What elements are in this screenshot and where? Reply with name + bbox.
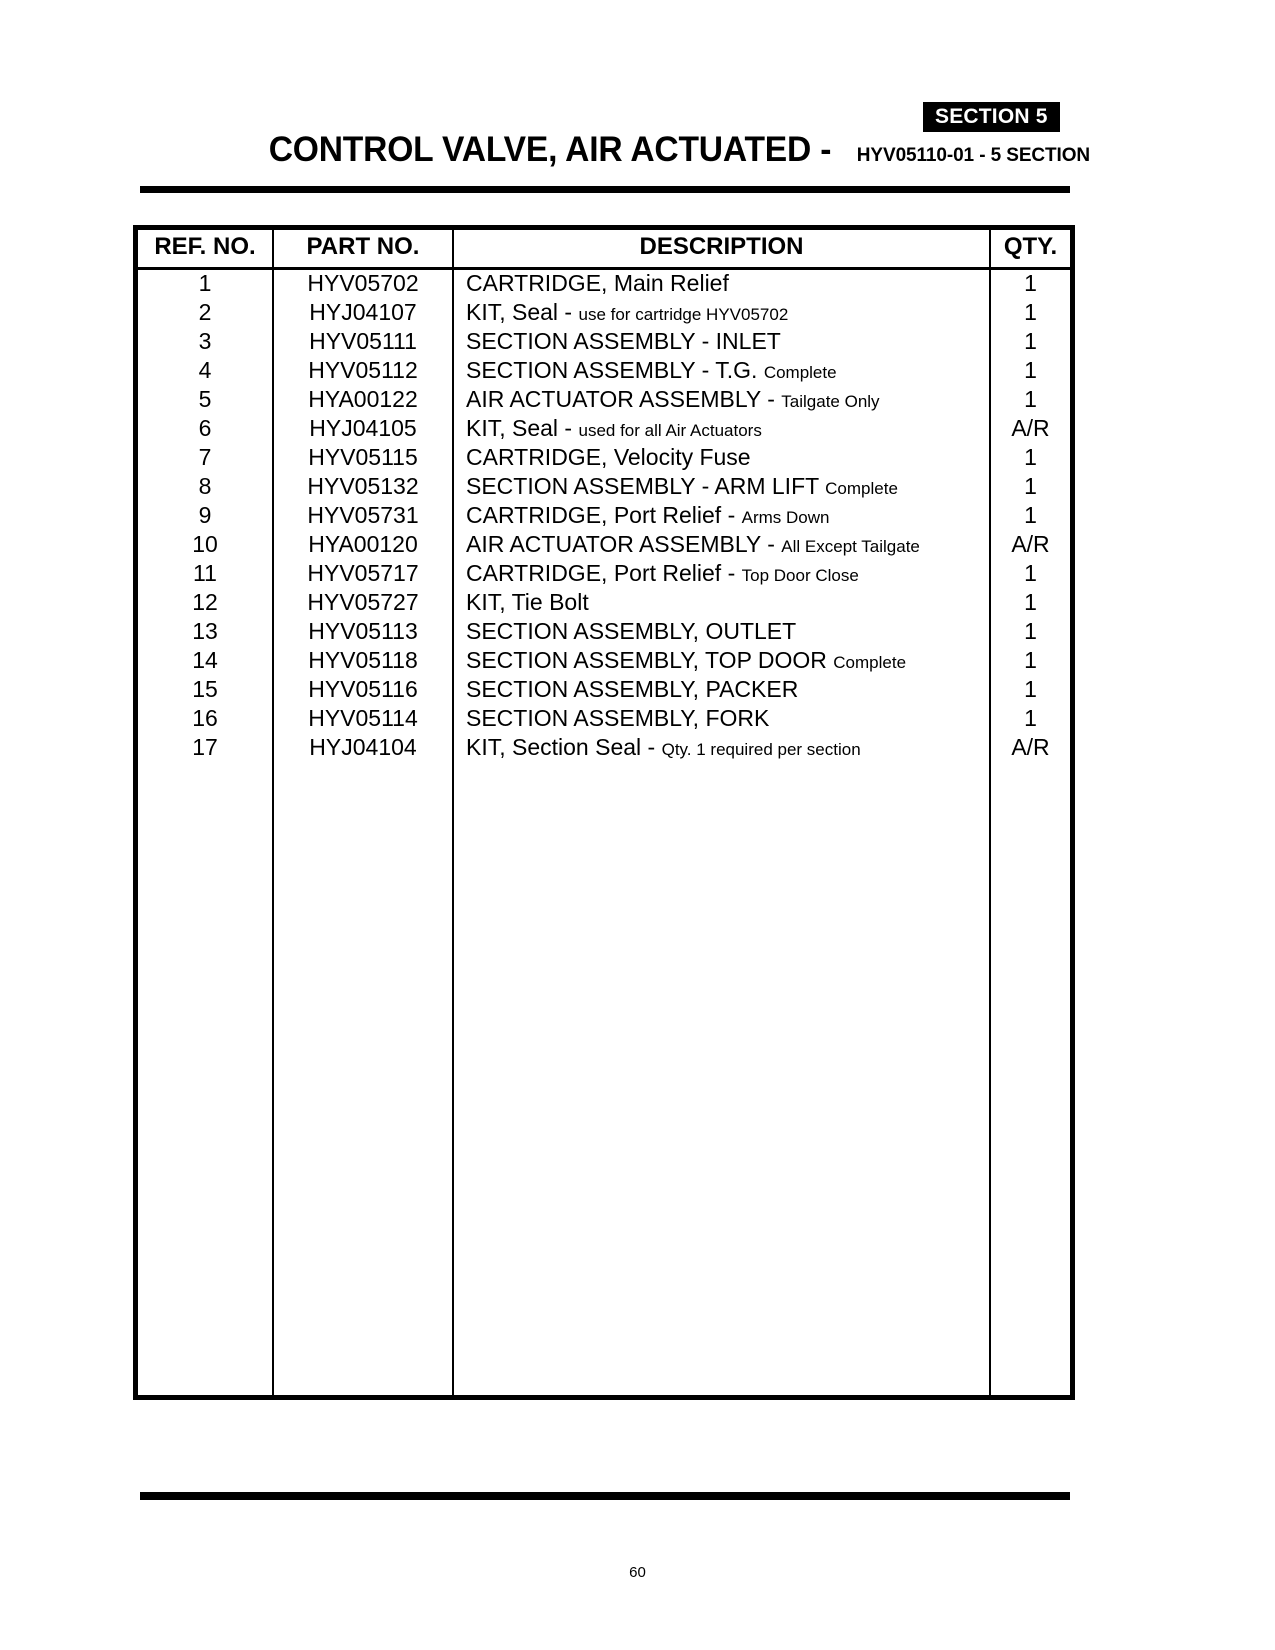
cell-qty: 1 bbox=[1024, 299, 1037, 325]
cell-part-no: HYV05132 bbox=[273, 473, 453, 502]
cell-ref-no: 10 bbox=[138, 531, 273, 560]
cell-part-no: HYV05702 bbox=[273, 269, 453, 300]
description-main: AIR ACTUATOR ASSEMBLY - bbox=[466, 386, 775, 412]
description-main: SECTION ASSEMBLY, FORK bbox=[466, 705, 770, 731]
table-row bbox=[138, 676, 1070, 705]
description-main: SECTION ASSEMBLY - INLET bbox=[466, 328, 781, 354]
description-note: All Except Tailgate bbox=[781, 537, 920, 556]
cell-qty: 1 bbox=[1024, 618, 1037, 644]
description-note: Complete bbox=[763, 363, 837, 382]
cell-qty: 1 bbox=[1024, 357, 1037, 383]
cell-description bbox=[453, 734, 990, 763]
cell-part-no: HYV05118 bbox=[273, 647, 453, 676]
table-row bbox=[138, 502, 1070, 531]
description-main: KIT, Tie Bolt bbox=[466, 589, 589, 615]
table-row bbox=[138, 560, 1070, 589]
cell-part-no: HYV05111 bbox=[273, 328, 453, 357]
cell-qty: A/R bbox=[1011, 531, 1050, 557]
description-main: SECTION ASSEMBLY - ARM LIFT bbox=[466, 473, 819, 499]
page-title bbox=[0, 130, 1090, 170]
cell-qty: 1 bbox=[1024, 676, 1037, 702]
table-filler-row bbox=[138, 763, 1070, 1395]
table-filler-cell bbox=[138, 763, 273, 1395]
cell-qty: 1 bbox=[1024, 647, 1037, 673]
cell-part-no: HYA00122 bbox=[273, 386, 453, 415]
column-header-qty: QTY. bbox=[990, 230, 1070, 269]
cell-part-no: HYJ04104 bbox=[273, 734, 453, 763]
cell-part-no: HYV05731 bbox=[273, 502, 453, 531]
description-main: SECTION ASSEMBLY, PACKER bbox=[466, 676, 799, 702]
description-main: CARTRIDGE, Port Relief - bbox=[466, 502, 736, 528]
column-header-part-no: PART NO. bbox=[273, 230, 453, 269]
description-main: CARTRIDGE, Main Relief bbox=[466, 270, 729, 296]
description-main: KIT, Section Seal - bbox=[466, 734, 656, 760]
cell-part-no: HYV05112 bbox=[273, 357, 453, 386]
cell-description bbox=[453, 560, 990, 589]
table-filler-cell bbox=[990, 763, 1070, 1395]
cell-part-no: HYJ04107 bbox=[273, 299, 453, 328]
table-body bbox=[138, 269, 1070, 1396]
cell-qty: 1 bbox=[1024, 589, 1037, 615]
description-note: Top Door Close bbox=[741, 566, 859, 585]
cell-qty: 1 bbox=[1024, 705, 1037, 731]
section-badge: SECTION 5 bbox=[923, 102, 1060, 132]
description-note: used for all Air Actuators bbox=[578, 421, 762, 440]
description-note: Complete bbox=[825, 479, 898, 498]
header-divider-rule bbox=[140, 186, 1070, 193]
table-row bbox=[138, 386, 1070, 415]
description-main: SECTION ASSEMBLY, TOP DOOR bbox=[466, 647, 827, 673]
cell-ref-no: 7 bbox=[138, 444, 273, 473]
page-number: 60 bbox=[629, 1564, 646, 1581]
cell-qty: 1 bbox=[1024, 560, 1037, 586]
cell-ref-no: 1 bbox=[138, 269, 273, 300]
cell-ref-no: 17 bbox=[138, 734, 273, 763]
cell-qty: 1 bbox=[1024, 386, 1037, 412]
description-main: SECTION ASSEMBLY - T.G. bbox=[466, 357, 758, 383]
cell-description bbox=[453, 531, 990, 560]
table-header-row bbox=[138, 230, 1070, 269]
cell-ref-no: 15 bbox=[138, 676, 273, 705]
table-filler-cell bbox=[273, 763, 453, 1395]
cell-description bbox=[453, 269, 990, 300]
description-main: SECTION ASSEMBLY, OUTLET bbox=[466, 618, 797, 644]
cell-ref-no: 12 bbox=[138, 589, 273, 618]
cell-qty: 1 bbox=[1024, 502, 1037, 528]
cell-description bbox=[453, 502, 990, 531]
column-header-ref-no: REF. NO. bbox=[138, 230, 273, 269]
cell-ref-no: 11 bbox=[138, 560, 273, 589]
cell-part-no: HYV05717 bbox=[273, 560, 453, 589]
page-title-subtitle: HYV05110-01 - 5 SECTION bbox=[856, 145, 1090, 166]
description-main: AIR ACTUATOR ASSEMBLY - bbox=[466, 531, 775, 557]
cell-ref-no: 4 bbox=[138, 357, 273, 386]
description-main: KIT, Seal - bbox=[466, 299, 573, 325]
cell-description bbox=[453, 473, 990, 502]
cell-part-no: HYV05116 bbox=[273, 676, 453, 705]
table-row bbox=[138, 357, 1070, 386]
cell-description bbox=[453, 299, 990, 328]
description-main: CARTRIDGE, Velocity Fuse bbox=[466, 444, 751, 470]
table-row bbox=[138, 531, 1070, 560]
cell-description bbox=[453, 618, 990, 647]
cell-qty: A/R bbox=[1011, 415, 1050, 441]
column-header-description: DESCRIPTION bbox=[453, 230, 990, 269]
table-row bbox=[138, 269, 1070, 300]
table-row bbox=[138, 618, 1070, 647]
cell-description bbox=[453, 705, 990, 734]
table-row bbox=[138, 473, 1070, 502]
description-note: use for cartridge HYV05702 bbox=[578, 305, 789, 324]
cell-ref-no: 8 bbox=[138, 473, 273, 502]
cell-part-no: HYJ04105 bbox=[273, 415, 453, 444]
cell-description bbox=[453, 589, 990, 618]
cell-qty: 1 bbox=[1024, 473, 1037, 499]
description-main: CARTRIDGE, Port Relief - bbox=[466, 560, 736, 586]
cell-part-no: HYV05113 bbox=[273, 618, 453, 647]
cell-ref-no: 3 bbox=[138, 328, 273, 357]
cell-description bbox=[453, 676, 990, 705]
cell-description bbox=[453, 415, 990, 444]
footer-divider-rule bbox=[140, 1492, 1070, 1500]
cell-qty: 1 bbox=[1024, 328, 1037, 354]
table-row bbox=[138, 647, 1070, 676]
parts-list-table bbox=[133, 225, 1075, 1400]
cell-ref-no: 2 bbox=[138, 299, 273, 328]
table-row bbox=[138, 299, 1070, 328]
description-note: Complete bbox=[833, 653, 907, 672]
cell-description bbox=[453, 386, 990, 415]
cell-description bbox=[453, 647, 990, 676]
description-note: Tailgate Only bbox=[781, 392, 880, 411]
description-note: Qty. 1 required per section bbox=[661, 740, 861, 759]
description-main: KIT, Seal - bbox=[466, 415, 573, 441]
table-row bbox=[138, 705, 1070, 734]
table-row bbox=[138, 415, 1070, 444]
cell-ref-no: 14 bbox=[138, 647, 273, 676]
cell-description bbox=[453, 357, 990, 386]
cell-ref-no: 5 bbox=[138, 386, 273, 415]
cell-qty: A/R bbox=[1011, 734, 1050, 760]
cell-ref-no: 13 bbox=[138, 618, 273, 647]
cell-ref-no: 6 bbox=[138, 415, 273, 444]
table-row bbox=[138, 328, 1070, 357]
cell-description bbox=[453, 328, 990, 357]
page-title-main: CONTROL VALVE, AIR ACTUATED - bbox=[268, 130, 832, 169]
cell-qty: 1 bbox=[1024, 444, 1037, 470]
table-row bbox=[138, 444, 1070, 473]
table-filler-cell bbox=[453, 763, 990, 1395]
cell-qty: 1 bbox=[1024, 270, 1037, 296]
cell-ref-no: 16 bbox=[138, 705, 273, 734]
table-row bbox=[138, 734, 1070, 763]
cell-part-no: HYV05115 bbox=[273, 444, 453, 473]
cell-ref-no: 9 bbox=[138, 502, 273, 531]
cell-part-no: HYA00120 bbox=[273, 531, 453, 560]
description-note: Arms Down bbox=[741, 508, 830, 527]
cell-part-no: HYV05114 bbox=[273, 705, 453, 734]
cell-part-no: HYV05727 bbox=[273, 589, 453, 618]
cell-description bbox=[453, 444, 990, 473]
table-row bbox=[138, 589, 1070, 618]
